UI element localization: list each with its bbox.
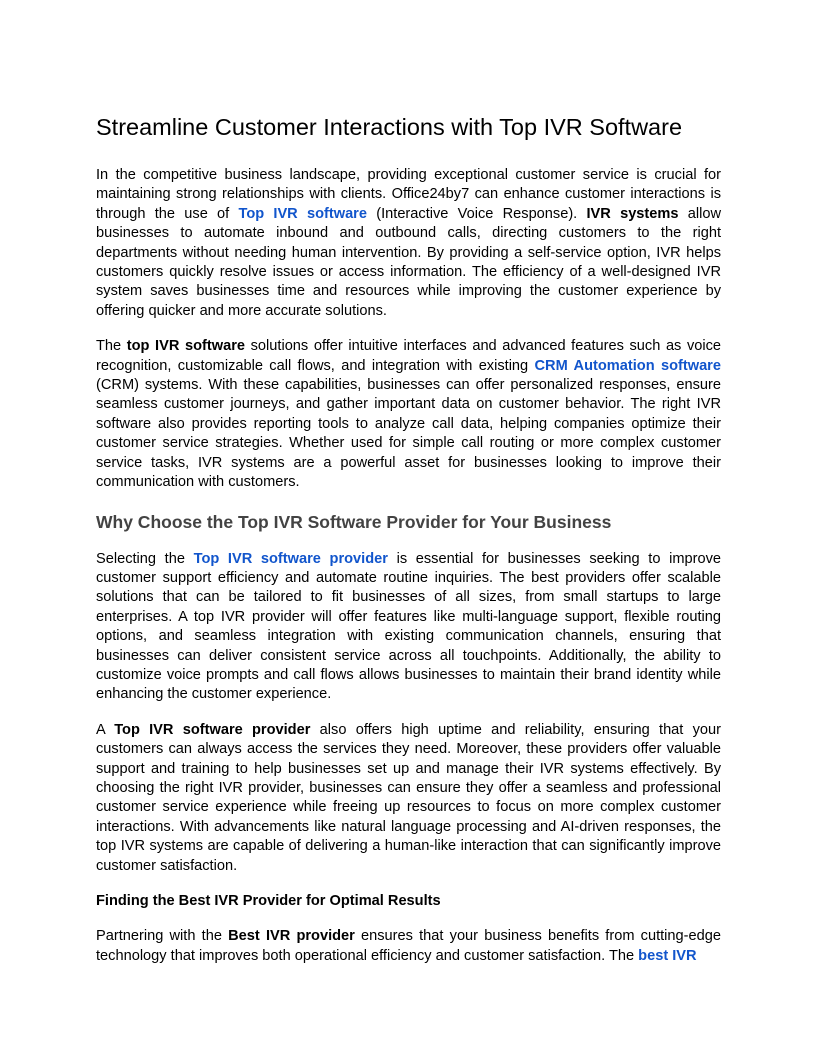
paragraph-text: ensures that your business benefits from cutting-edge technology that improves both operational efficiency and customer satisfaction. The (96, 928, 721, 964)
paragraph-text: allow businesses to automate inbound and outbound calls, directing customers to the right departments without needing human intervention. By providing a self-service option, IVR helps customers quickly resolve issues or access information. The efficiency of a well-designed IVR system saves businesses time and resources while improving the customer experience by offering quicker and more accurate solutions. (96, 205, 722, 319)
paragraph-text: A (96, 721, 115, 738)
link-top-ivr-software-provider[interactable]: Top IVR software provider (193, 550, 388, 567)
document-title: Streamline Customer Interactions with Top IVR Software (96, 114, 683, 140)
paragraph-text: solutions offer intuitive interfaces and advanced features such as voice recognition, customizable call flows, and integration with existing (96, 338, 722, 374)
paragraph-partnering (96, 927, 721, 966)
bold-top-ivr-software: top IVR software (126, 338, 246, 355)
bold-best-ivr-provider: Best IVR provider (228, 928, 355, 945)
paragraph-text: (Interactive Voice Response). (366, 205, 587, 222)
paragraph-text: Partnering with the (96, 928, 229, 945)
bold-ivr-systems: IVR systems (586, 205, 679, 222)
paragraph-text: The (96, 338, 127, 355)
bold-top-ivr-software-provider: Top IVR software provider (114, 721, 311, 738)
paragraph-text: also offers high uptime and reliability, ensuring that your customers can always access the services they need. Moreover, these providers offer valuable support and training to help businesses set up and manage their IVR systems effectively. By choosing the right IVR provider, businesses can ensure they offer a seamless and professional customer service experience while freeing up resources to focus on more complex customer interactions. With advancements like natural language processing and AI-driven responses, the top IVR systems are capable of delivering a human-like interaction that can significantly improve customer satisfaction. (96, 721, 722, 874)
paragraph-text: In the competitive business landscape, providing exceptional customer service is crucial for maintaining strong relationships with clients. Office24by7 can enhance customer interactions is through the use of (96, 167, 721, 222)
paragraph-text: Selecting the (96, 550, 194, 567)
link-top-ivr-software[interactable]: Top IVR software (238, 205, 367, 222)
paragraph-selecting-provider (96, 550, 721, 705)
document-page (96, 112, 721, 966)
link-crm-automation-software[interactable]: CRM Automation software (534, 357, 721, 374)
paragraph-features (96, 337, 721, 492)
paragraph-intro (96, 166, 721, 321)
section-heading-why-choose: Why Choose the Top IVR Software Provider for Your Business (96, 511, 612, 532)
paragraph-text: is essential for businesses seeking to improve customer support efficiency and automate routine inquiries. The best providers offer scalable solutions that can be tailored to fit businesses of all sizes, from small startups to large enterprises. A top IVR provider will offer features like multi-language support, flexible routing options, and seamless integration with existing communication channels, ensuring that businesses can deliver consistent service across all touchpoints. Additionally, the ability to customize voice prompts and call flows allows businesses to maintain their brand identity while enhancing the customer experience. (96, 550, 721, 703)
link-best-ivr[interactable]: best IVR (638, 947, 697, 964)
subsection-heading-finding-best: Finding the Best IVR Provider for Optimal Results (96, 893, 441, 909)
paragraph-text: (CRM) systems. With these capabilities, businesses can offer personalized responses, ensure seamless customer journeys, and gather important data on customer behavior. The right IVR software also provides reporting tools to analyze call data, helping companies optimize their customer service strategies. Whether used for simple call routing or more complex customer service tasks, IVR systems are a powerful asset for businesses looking to improve their communication with customers. (96, 377, 721, 491)
paragraph-uptime-reliability (96, 721, 721, 876)
